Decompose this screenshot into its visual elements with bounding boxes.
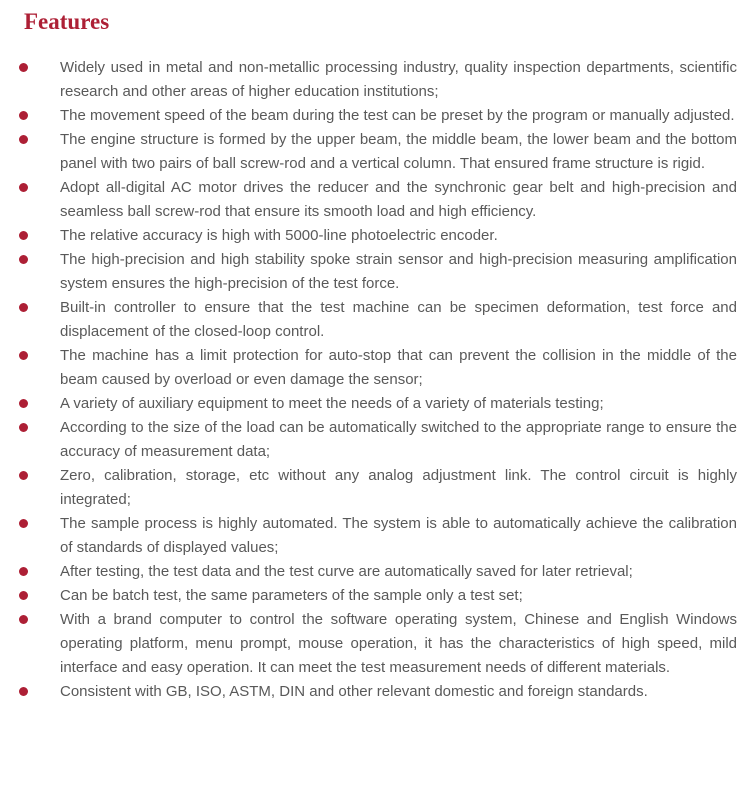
list-item (0, 464, 750, 512)
list-item (0, 56, 750, 104)
bullet-icon (19, 63, 28, 72)
list-item (0, 344, 750, 392)
list-item (0, 560, 750, 584)
feature-text: Can be batch test, the same parameters of the sample only a test set; (60, 587, 523, 604)
bullet-icon (19, 567, 28, 576)
bullet-icon (19, 591, 28, 600)
list-item (0, 176, 750, 224)
feature-text: A variety of auxiliary equipment to meet the needs of a variety of materials testing; (60, 395, 604, 412)
bullet-icon (19, 519, 28, 528)
feature-text: Widely used in metal and non-metallic processing industry, quality inspection departments, scientific research and other areas of higher education institutions; (60, 59, 737, 100)
bullet-icon (19, 231, 28, 240)
list-item (0, 248, 750, 296)
list-item (0, 680, 750, 704)
list-item (0, 224, 750, 248)
bullet-icon (19, 135, 28, 144)
feature-text: The sample process is highly automated. The system is able to automatically achieve the calibration of standards of displayed values; (60, 515, 737, 556)
feature-text: The machine has a limit protection for auto-stop that can prevent the collision in the middle of the beam caused by overload or even damage the sensor; (60, 347, 737, 388)
list-item (0, 512, 750, 560)
list-item (0, 608, 750, 680)
feature-text: Zero, calibration, storage, etc without any analog adjustment link. The control circuit is highly integrated; (60, 467, 737, 508)
feature-text: Consistent with GB, ISO, ASTM, DIN and other relevant domestic and foreign standards. (60, 683, 648, 700)
bullet-icon (19, 351, 28, 360)
feature-text: Adopt all-digital AC motor drives the reducer and the synchronic gear belt and high-precision and seamless ball screw-rod that ensure its smooth load and high efficiency. (60, 179, 737, 220)
feature-text: The high-precision and high stability spoke strain sensor and high-precision measuring amplification system ensures the high-precision of the test force. (60, 251, 737, 292)
bullet-icon (19, 255, 28, 264)
bullet-icon (19, 183, 28, 192)
feature-text: The engine structure is formed by the upper beam, the middle beam, the lower beam and the bottom panel with two pairs of ball screw-rod and a vertical column. That ensured frame structure is rigid. (60, 131, 737, 172)
features-list (0, 56, 750, 704)
feature-text: According to the size of the load can be automatically switched to the appropriate range to ensure the accuracy of measurement data; (60, 419, 737, 460)
feature-text: With a brand computer to control the software operating system, Chinese and English Windows operating platform, menu prompt, mouse operation, it has the characteristics of high speed, mild interface and easy operation. It can meet the test measurement needs of different materials. (60, 611, 737, 676)
list-item (0, 128, 750, 176)
list-item (0, 584, 750, 608)
feature-text: The movement speed of the beam during the test can be preset by the program or manually adjusted. (60, 107, 735, 124)
list-item (0, 416, 750, 464)
feature-text: The relative accuracy is high with 5000-line photoelectric encoder. (60, 227, 498, 244)
list-item (0, 392, 750, 416)
list-item (0, 104, 750, 128)
bullet-icon (19, 423, 28, 432)
bullet-icon (19, 687, 28, 696)
bullet-icon (19, 111, 28, 120)
feature-text: After testing, the test data and the test curve are automatically saved for later retrieval; (60, 563, 633, 580)
bullet-icon (19, 399, 28, 408)
feature-text: Built-in controller to ensure that the test machine can be specimen deformation, test force and displacement of the closed-loop control. (60, 299, 737, 340)
bullet-icon (19, 615, 28, 624)
document-page (0, 8, 750, 812)
bullet-icon (19, 303, 28, 312)
page-title: Features (24, 9, 110, 34)
bullet-icon (19, 471, 28, 480)
list-item (0, 296, 750, 344)
